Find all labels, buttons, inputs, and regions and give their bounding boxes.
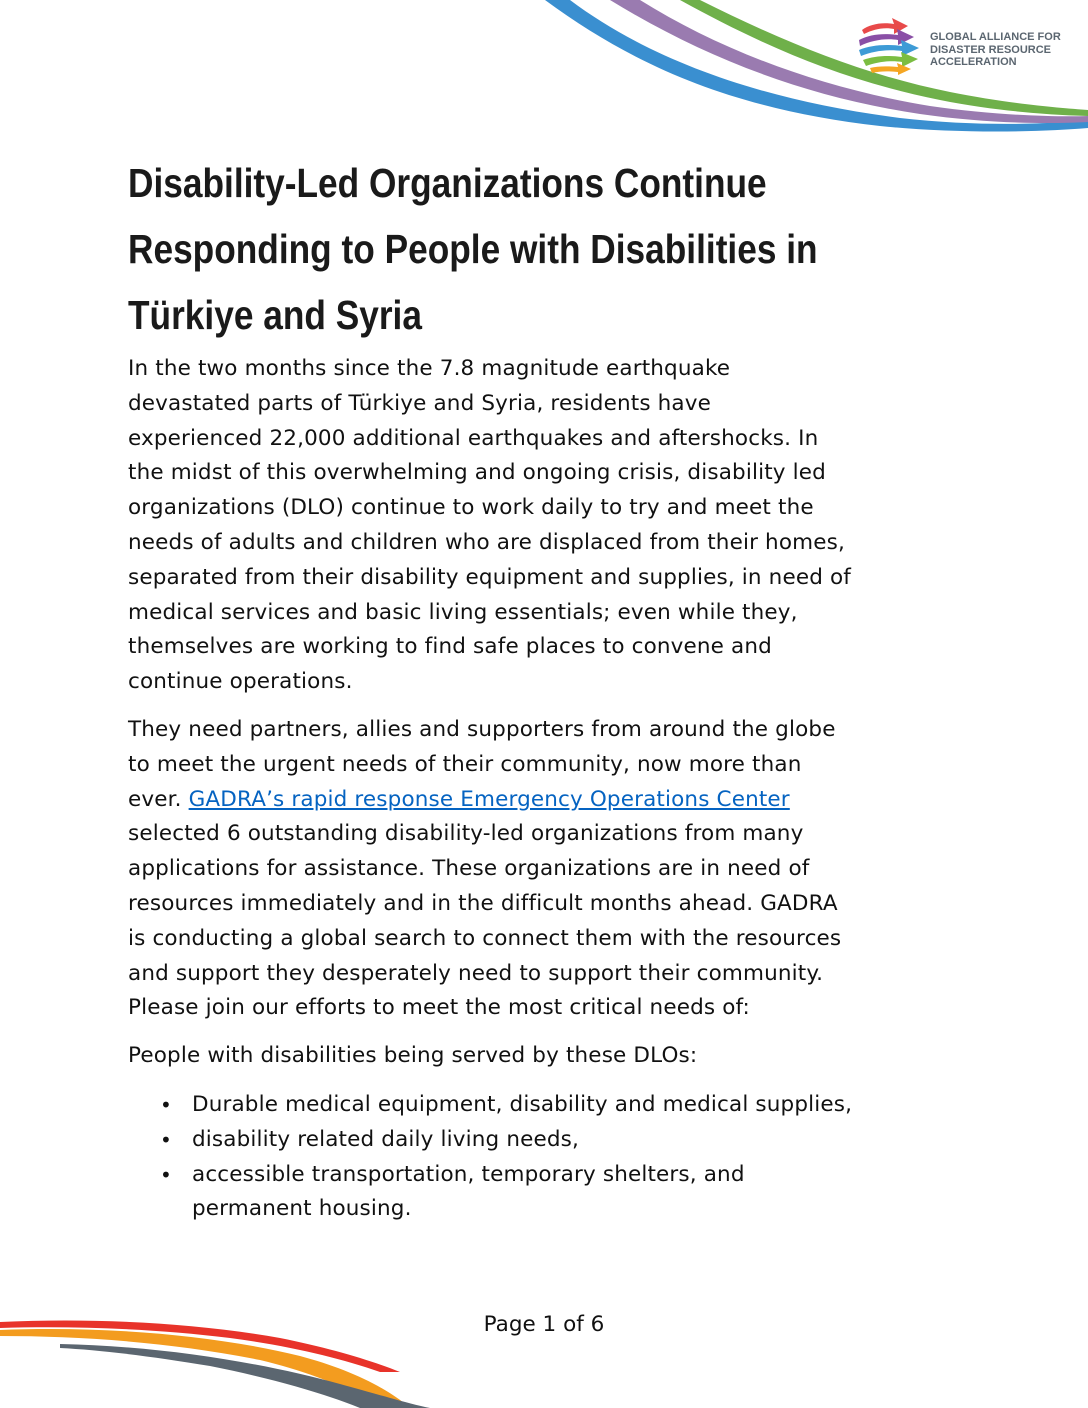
- text-line: and support they desperately need to support their community.: [128, 960, 824, 986]
- intro-paragraph: [128, 352, 968, 700]
- list-item: [128, 1158, 968, 1228]
- title-line: Disability-Led Organizations Continue: [128, 160, 767, 206]
- footer-swoosh: [0, 1300, 1088, 1408]
- list-item-text: Durable medical equipment, disability and medical supplies,: [192, 1091, 853, 1117]
- appeal-paragraph: [128, 713, 968, 1026]
- text-line: selected 6 outstanding disability-led organizations from many: [128, 821, 804, 847]
- text-line: applications for assistance. These organizations are in need of: [128, 856, 810, 882]
- text-line: They need partners, allies and supporters from around the globe: [128, 716, 836, 742]
- bullet-icon: •: [160, 1092, 172, 1117]
- text-line: experienced 22,000 additional earthquakes and aftershocks. In: [128, 425, 819, 451]
- text-line: separated from their disability equipment and supplies, in need of: [128, 564, 852, 590]
- text-line: devastated parts of Türkiye and Syria, residents have: [128, 390, 712, 416]
- logo-line: DISASTER RESOURCE: [930, 43, 1052, 56]
- text-line: themselves are working to find safe places to convene and: [128, 634, 772, 660]
- logo-wordmark: [930, 31, 1070, 69]
- title-line: Responding to People with Disabilities in: [128, 226, 818, 272]
- needs-lead: People with disabilities being served by these DLOs:: [128, 1043, 698, 1069]
- page-title: [128, 150, 868, 348]
- gadra-logo[interactable]: [856, 12, 1066, 76]
- article-body: [128, 352, 968, 1227]
- needs-list: [128, 1088, 968, 1227]
- text-line: Please join our efforts to meet the most critical needs of:: [128, 995, 750, 1021]
- logo-line: GLOBAL ALLIANCE FOR: [930, 31, 1061, 43]
- text-line: In the two months since the 7.8 magnitude earthquake: [128, 356, 731, 381]
- list-item-text: disability related daily living needs,: [192, 1126, 579, 1152]
- text-line: to meet the urgent needs of their community, now more than: [128, 751, 802, 777]
- list-item: [128, 1123, 968, 1158]
- bullet-icon: •: [160, 1127, 172, 1152]
- text-line: is conducting a global search to connect them with the resources: [128, 925, 842, 951]
- text-line: the midst of this overwhelming and ongoing crisis, disability led: [128, 460, 826, 486]
- text-fragment: ever.: [128, 786, 189, 812]
- list-item-text: permanent housing.: [192, 1196, 412, 1222]
- text-line: organizations (DLO) continue to work daily to try and meet the: [128, 495, 814, 521]
- text-line: medical services and basic living essentials; even while they,: [128, 599, 798, 625]
- list-item: [128, 1088, 968, 1123]
- globe-arrows-icon: [856, 12, 922, 76]
- title-line: Türkiye and Syria: [128, 292, 422, 338]
- bullet-icon: •: [160, 1162, 172, 1187]
- text-line: resources immediately and in the difficult months ahead. GADRA: [128, 890, 838, 916]
- eoc-link[interactable]: GADRA’s rapid response Emergency Operations Center: [188, 786, 790, 812]
- logo-line: ACCELERATION: [930, 56, 1017, 68]
- text-line: needs of adults and children who are displaced from their homes,: [128, 529, 845, 555]
- text-line: continue operations.: [128, 669, 353, 695]
- text-line: [128, 783, 968, 818]
- page-number: Page 1 of 6: [483, 1312, 605, 1337]
- list-item-text: accessible transportation, temporary shelters, and: [192, 1161, 745, 1187]
